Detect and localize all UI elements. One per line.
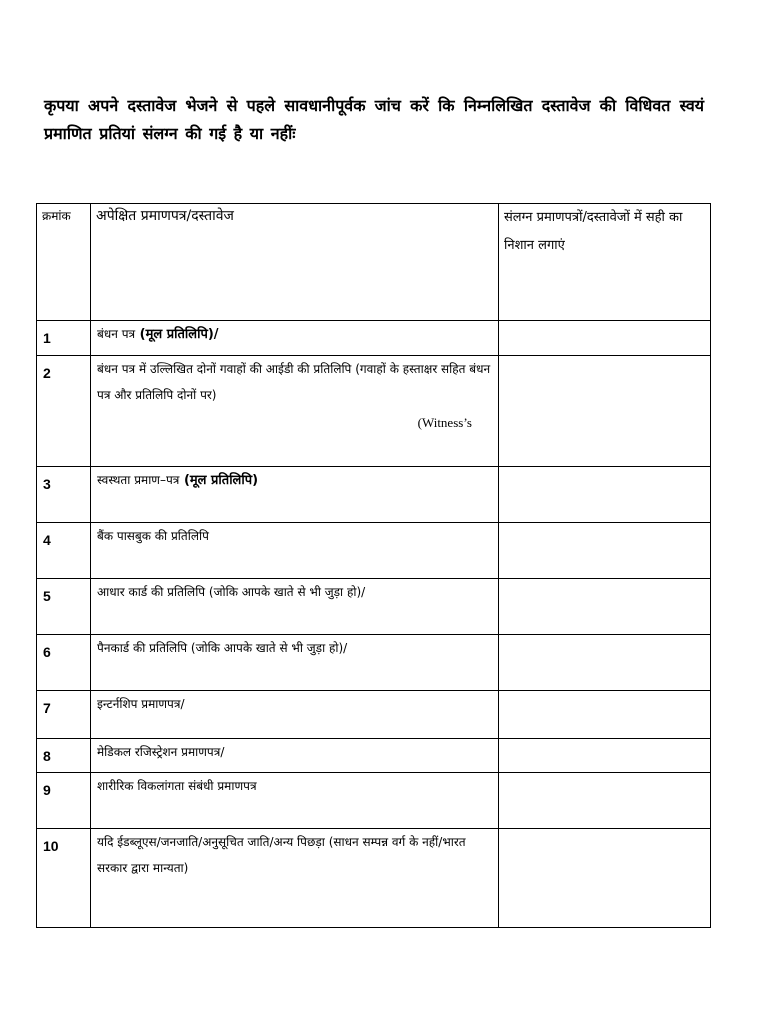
row-number: 5	[37, 579, 91, 635]
row-document-text: बंधन पत्र में उल्लिखित दोनों गवाहों की आईडी की प्रतिलिपि (गवाहों के हस्ताक्षर सहित बंधन पत्र और प्रतिलिपि दोनों पर)	[97, 362, 491, 402]
row-document-text: शारीरिक विकलांगता संबंधी प्रमाणपत्र	[97, 779, 257, 793]
row-document-text: यदि ईडब्लूएस/जनजाति/अनुसूचित जाति/अन्य पिछड़ा (साधन सम्पन्न वर्ग के नहीं/भारत सरकार द्वारा मान्यता)	[97, 835, 466, 875]
row-tick-cell[interactable]	[499, 523, 711, 579]
table-row	[37, 739, 711, 773]
row-document	[91, 635, 499, 691]
row-document-text: बंधन पत्र	[97, 327, 136, 341]
document-checklist-table	[36, 203, 711, 928]
row-document	[91, 829, 499, 928]
row-tick-cell[interactable]	[499, 321, 711, 356]
table-row	[37, 635, 711, 691]
row-document-text: मेडिकल रजिस्ट्रेशन प्रमाणपत्र/	[97, 745, 225, 759]
row-document-emphasis: (मूल प्रतिलिपि)/	[135, 327, 219, 342]
row-tick-cell[interactable]	[499, 635, 711, 691]
table-row	[37, 467, 711, 523]
table-header-row	[37, 204, 711, 321]
table-row	[37, 773, 711, 829]
row-document-text: पैनकार्ड की प्रतिलिपि (जोकि आपके खाते से भी जुड़ा हो)/	[97, 641, 348, 655]
row-tick-cell[interactable]	[499, 691, 711, 739]
row-number: 8	[37, 739, 91, 773]
row-document	[91, 773, 499, 829]
row-tick-cell[interactable]	[499, 773, 711, 829]
header-required-document: अपेक्षित प्रमाणपत्र/दस्तावेज	[91, 204, 499, 321]
row-document-text: आधार कार्ड की प्रतिलिपि (जोकि आपके खाते से भी जुड़ा हो)/	[97, 585, 366, 599]
row-document	[91, 691, 499, 739]
row-number: 3	[37, 467, 91, 523]
row-tick-cell[interactable]	[499, 739, 711, 773]
row-number: 1	[37, 321, 91, 356]
row-tick-cell[interactable]	[499, 467, 711, 523]
table-row	[37, 829, 711, 928]
row-tick-cell[interactable]	[499, 829, 711, 928]
table-row	[37, 321, 711, 356]
table-row	[37, 523, 711, 579]
row-document-note: (Witness’s	[417, 415, 472, 430]
row-document-text: बैंक पासबुक की प्रतिलिपि	[97, 529, 209, 543]
row-tick-cell[interactable]	[499, 579, 711, 635]
row-document	[91, 739, 499, 773]
row-document	[91, 523, 499, 579]
instruction-paragraph: कृपया अपने दस्तावेज भेजने से पहले सावधानीपूर्वक जांच करें कि निम्नलिखित दस्तावेज की विधिवत स्वयं प्रमाणित प्रतियां संलग्न की गई है या नहींः	[44, 96, 704, 143]
row-document	[91, 356, 499, 467]
row-number: 2	[37, 356, 91, 467]
header-serial: क्रमांक	[37, 204, 91, 321]
row-number: 10	[37, 829, 91, 928]
table-row	[37, 579, 711, 635]
row-document	[91, 579, 499, 635]
row-document-text: इन्टर्नशिप प्रमाणपत्र/	[97, 697, 185, 711]
row-number: 6	[37, 635, 91, 691]
row-document-emphasis: (मूल प्रतिलिपि)	[179, 473, 259, 488]
row-document	[91, 467, 499, 523]
row-number: 9	[37, 773, 91, 829]
row-document	[91, 321, 499, 356]
table-row	[37, 356, 711, 467]
row-number: 7	[37, 691, 91, 739]
table-row	[37, 691, 711, 739]
row-tick-cell[interactable]	[499, 356, 711, 467]
header-tick-instruction: संलग्न प्रमाणपत्रों/दस्तावेजों में सही का निशान लगाएं	[499, 204, 711, 321]
row-document-text: स्वस्थता प्रमाण–पत्र	[97, 473, 180, 487]
row-number: 4	[37, 523, 91, 579]
